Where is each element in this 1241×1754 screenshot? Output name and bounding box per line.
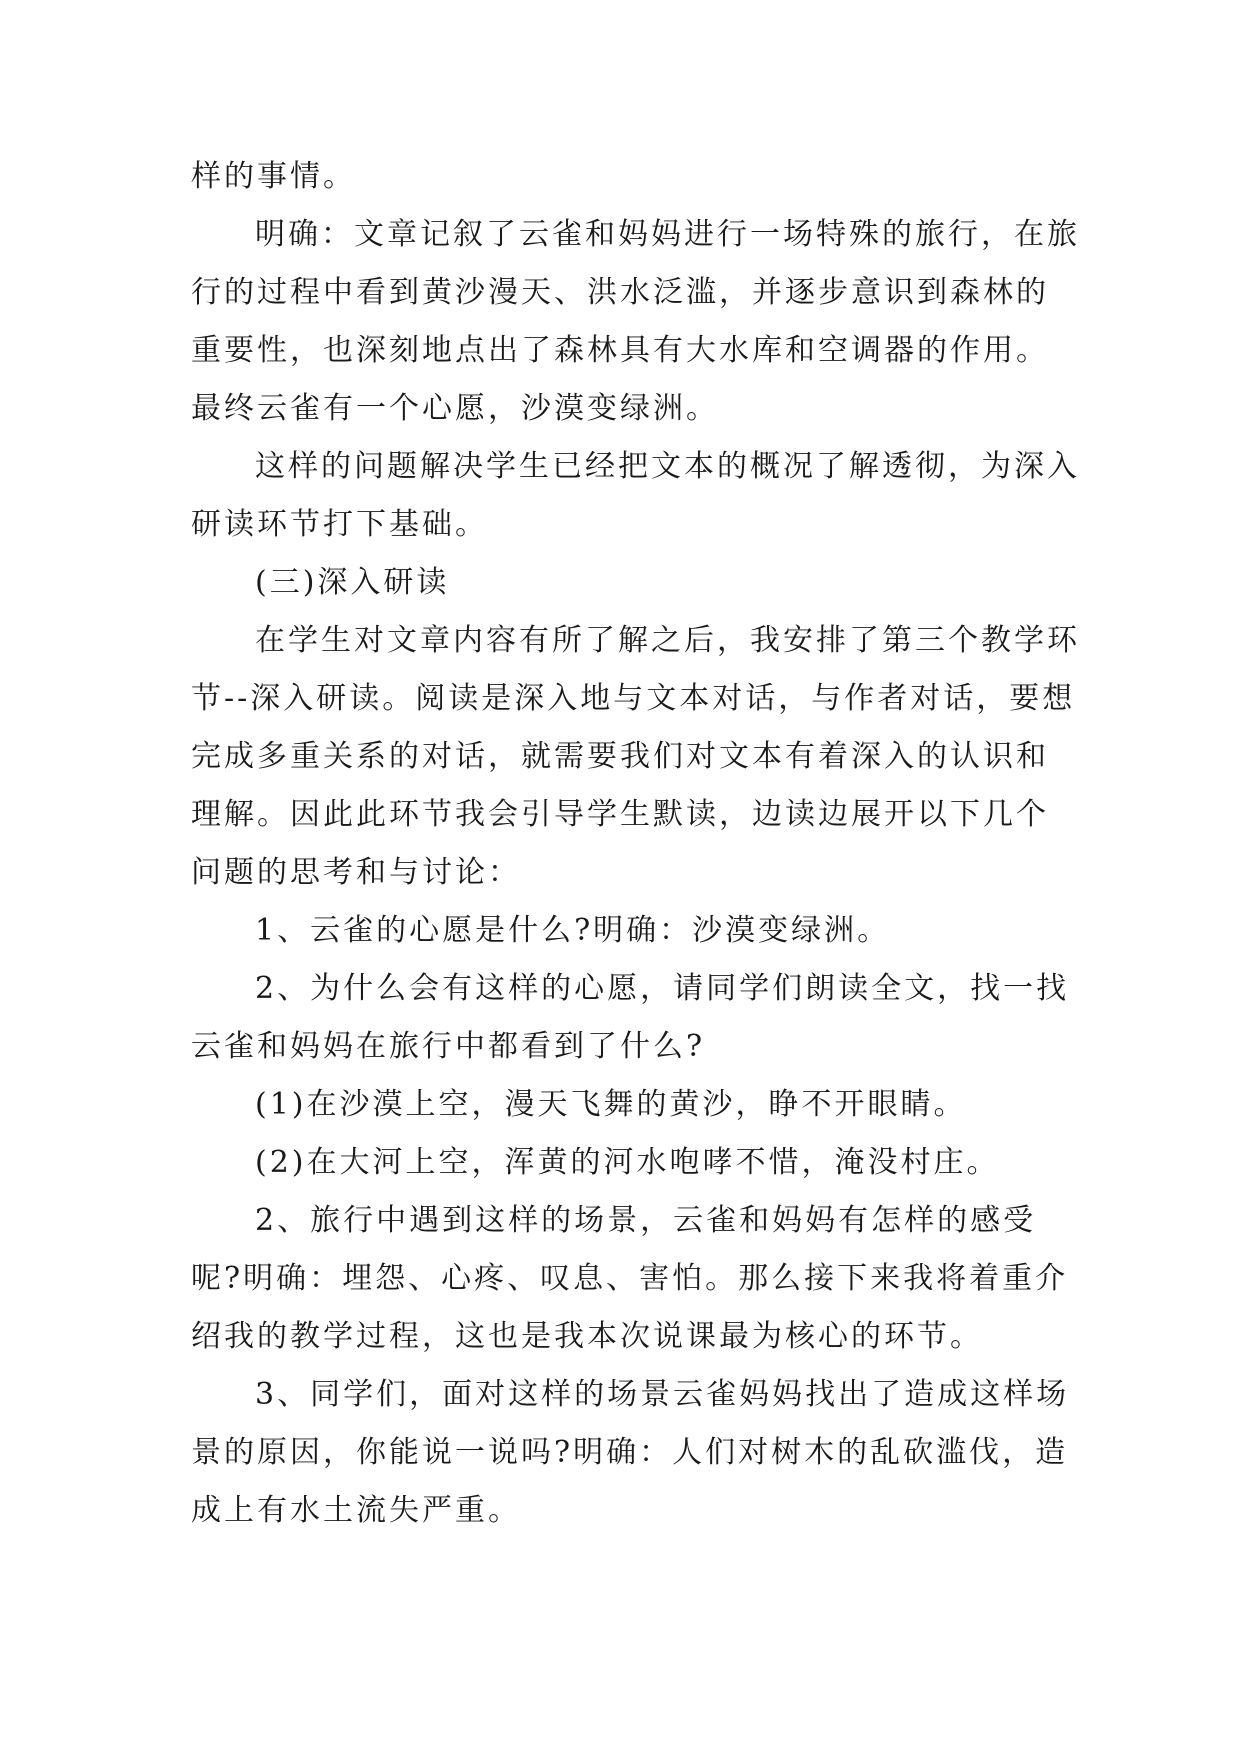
question-2: 2、为什么会有这样的心愿，请同学们朗读全文，找一找云雀和妈妈在旅行中都看到了什么? xyxy=(191,971,1070,1064)
question-3: 3、同学们，面对这样的场景云雀妈妈找出了造成这样场景的原因，你能说一说吗?明确：人们对树木的乱砍滥伐，造成上有水土流失严重。 xyxy=(191,1377,1070,1528)
sub-item-1: (1)在沙漠上空，漫天飞舞的黄沙，睁不开眼睛。 xyxy=(255,1087,967,1122)
paragraph-intro: 在学生对文章内容有所了解之后，我安排了第三个教学环节--深入研读。阅读是深入地与文本对话，与作者对话，要想完成多重关系的对话，就需要我们对文本有着深入的认识和理解。因此此环节我会引导学生默读，边读边展开以下几个问题的思考和与讨论： xyxy=(191,623,1080,890)
section-heading: (三)深入研读 xyxy=(255,565,450,600)
paragraph-continuation: 样的事情。 xyxy=(191,159,356,194)
question-1: 1、云雀的心愿是什么?明确：沙漠变绿洲。 xyxy=(255,913,891,948)
paragraph-summary: 明确：文章记叙了云雀和妈妈进行一场特殊的旅行，在旅行的过程中看到黄沙漫天、洪水泛滥，并逐步意识到森林的重要性，也深刻地点出了森林具有大水库和空调器的作用。最终云雀有一个心愿，沙漠变绿洲。 xyxy=(191,217,1080,426)
question-2-feelings: 2、旅行中遇到这样的场景，云雀和妈妈有怎样的感受呢?明确：埋怨、心疼、叹息、害怕。那么接下来我将着重介绍我的教学过程，这也是我本次说课最为核心的环节。 xyxy=(191,1203,1069,1354)
paragraph-transition: 这样的问题解决学生已经把文本的概况了解透彻，为深入研读环节打下基础。 xyxy=(191,449,1080,542)
document-page xyxy=(191,148,1081,1540)
sub-item-2: (2)在大河上空，浑黄的河水咆哮不惜，淹没村庄。 xyxy=(255,1145,1000,1180)
